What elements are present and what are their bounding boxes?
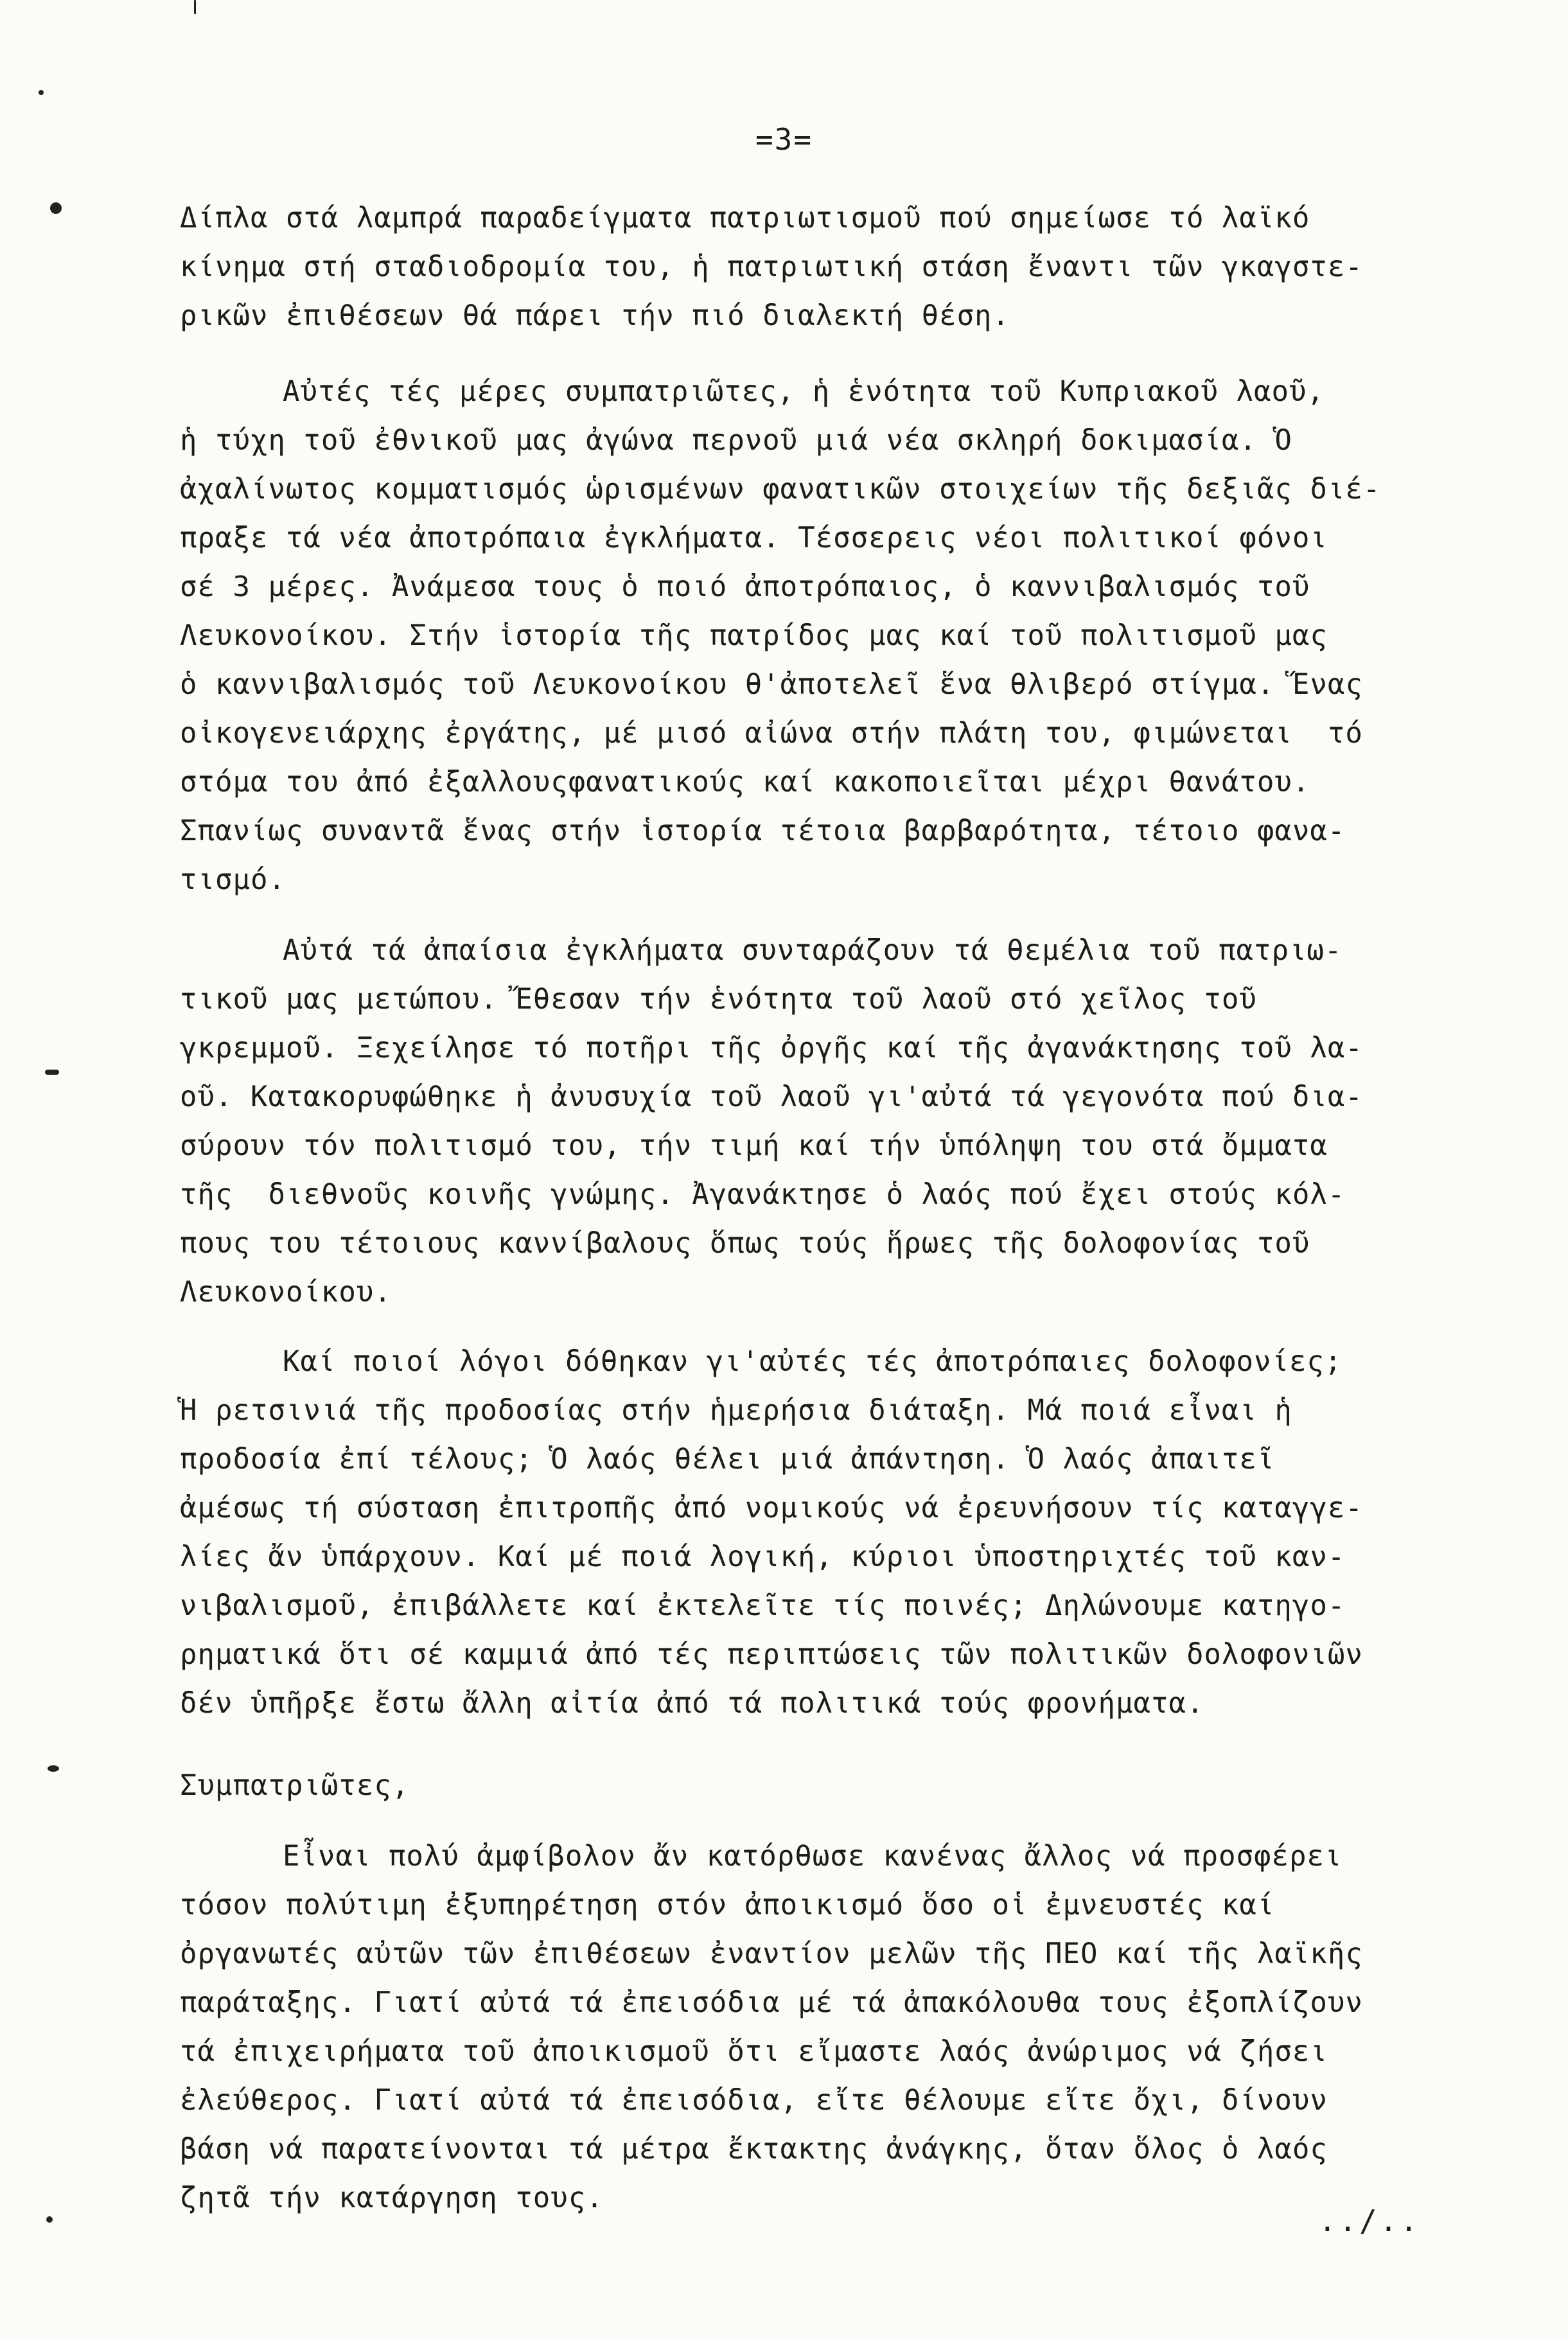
text-line: σέ 3 μέρες. Ἀνάμεσα τους ὁ ποιό ἀποτρόπαιος, ὁ καννιβαλισμός τοῦ [180, 570, 1310, 603]
text-line: τισμό. [180, 863, 286, 896]
scan-speck [46, 2216, 53, 2223]
text-line: προδοσία ἐπί τέλους; Ὁ λαός θέλει μιά ἀπάντηση. Ὁ λαός ἀπαιτεῖ [180, 1443, 1275, 1476]
text-line: ρικῶν ἐπιθέσεων θά πάρει τήν πιό διαλεκτή θέση. [180, 299, 1010, 332]
text-line: Αὐτά τά ἀπαίσια ἐγκλήματα συνταράζουν τά θεμέλια τοῦ πατριω- [283, 934, 1343, 967]
text-line: πους του τέτοιους καννίβαλους ὅπως τούς ἥρωες τῆς δολοφονίας τοῦ [180, 1227, 1310, 1260]
text-line: ἐλεύθερος. Γιατί αὐτά τά ἐπεισόδια, εἴτε θέλουμε εἴτε ὄχι, δίνουν [180, 2084, 1328, 2117]
text-line: Δίπλα στά λαμπρά παραδείγματα πατριωτισμοῦ πού σημείωσε τό λαϊκό [180, 202, 1310, 234]
text-line: ὀργανωτές αὐτῶν τῶν ἐπιθέσεων ἐναντίον μελῶν τῆς ΠΕΟ καί τῆς λαϊκῆς [180, 1937, 1363, 1970]
text-line: Εἶναι πολύ ἀμφίβολον ἄν κατόρθωσε κανένας ἄλλος νά προσφέρει [283, 1840, 1343, 1873]
scan-speck [39, 90, 44, 95]
text-line: ἀμέσως τή σύσταση ἐπιτροπῆς ἀπό νομικούς νά ἐρευνήσουν τίς καταγγε- [180, 1492, 1363, 1524]
text-line: βάση νά παρατείνονται τά μέτρα ἔκτακτης ἀνάγκης, ὅταν ὅλος ὁ λαός [180, 2133, 1328, 2166]
scan-speck [48, 1765, 59, 1772]
text-line: ἀχαλίνωτος κομματισμός ὡρισμένων φανατικῶν στοιχείων τῆς δεξιᾶς διέ- [180, 473, 1381, 506]
text-line: ρηματικά ὅτι σέ καμμιά ἀπό τές περιπτώσεις τῶν πολιτικῶν δολοφονιῶν [180, 1638, 1363, 1671]
text-line: Συμπατριῶτες, [180, 1769, 410, 1802]
text-line: λίες ἄν ὑπάρχουν. Καί μέ ποιά λογική, κύριοι ὑποστηριχτές τοῦ καν- [180, 1540, 1346, 1573]
text-line: Ἡ ρετσινιά τῆς προδοσίας στήν ἡμερήσια διάταξη. Μά ποιά εἶναι ἡ [180, 1394, 1292, 1427]
text-line: ζητᾶ τήν κατάργηση τους. [180, 2182, 604, 2214]
text-line: στόμα του ἀπό ἐξαλλουςφανατικούς καί κακοποιεῖται μέχρι θανάτου. [180, 766, 1310, 799]
text-line: τικοῦ μας μετώπου. Ἔθεσαν τήν ἑνότητα τοῦ λαοῦ στό χεῖλος τοῦ [180, 983, 1257, 1016]
text-line: τόσον πολύτιμη ἐξυπηρέτηση στόν ἀποικισμό ὅσο οἱ ἐμνευστές καί [180, 1889, 1275, 1921]
text-line: Λευκονοίκου. [180, 1276, 392, 1309]
text-line: κίνημα στή σταδιοδρομία του, ἡ πατριωτική στάση ἔναντι τῶν γκαγστε- [180, 251, 1363, 283]
scan-speck [194, 0, 196, 14]
continuation-mark: ../.. [1318, 2203, 1420, 2238]
text-line: γκρεμμοῦ. Ξεχείλησε τό ποτῆρι τῆς ὀργῆς καί τῆς ἀγανάκτησης τοῦ λα- [180, 1032, 1363, 1064]
text-line: σύρουν τόν πολιτισμό του, τήν τιμή καί τήν ὑπόληψη του στά ὄμματα [180, 1129, 1328, 1162]
text-line: Σπανίως συναντᾶ ἕνας στήν ἱστορία τέτοια βαρβαρότητα, τέτοιο φανα- [180, 815, 1346, 847]
text-line: τῆς διεθνοῦς κοινῆς γνώμης. Ἀγανάκτησε ὁ λαός πού ἔχει στούς κόλ- [180, 1178, 1346, 1211]
text-line: ἡ τύχη τοῦ ἐθνικοῦ μας ἀγώνα περνοῦ μιά νέα σκληρή δοκιμασία. Ὁ [180, 424, 1292, 457]
text-line: τά ἐπιχειρήματα τοῦ ἀποικισμοῦ ὅτι εἴμαστε λαός ἀνώριμος νά ζήσει [180, 2035, 1328, 2068]
scan-speck [50, 202, 62, 214]
text-line: Αὐτές τές μέρες συμπατριῶτες, ἡ ἑνότητα τοῦ Κυπριακοῦ λαοῦ, [283, 375, 1325, 408]
text-line: δέν ὑπῆρξε ἔστω ἄλλη αἰτία ἀπό τά πολιτικά τούς φρονήματα. [180, 1687, 1204, 1720]
scan-speck [45, 1070, 59, 1075]
text-line: ὁ καννιβαλισμός τοῦ Λευκονοίκου θ'ἀποτελεῖ ἕνα θλιβερό στίγμα. Ἕνας [180, 668, 1363, 701]
page-number: =3= [755, 122, 813, 157]
text-line: Καί ποιοί λόγοι δόθηκαν γι'αὐτές τές ἀποτρόπαιες δολοφονίες; [283, 1345, 1343, 1378]
text-line: παράταξης. Γιατί αὐτά τά ἐπεισόδια μέ τά ἀπακόλουθα τους ἐξοπλίζουν [180, 1986, 1363, 2019]
text-line: οῦ. Κατακορυφώθηκε ἡ ἀνυσυχία τοῦ λαοῦ γι'αὐτά τά γεγονότα πού δια- [180, 1081, 1363, 1113]
text-line: οἰκογενειάρχης ἐργάτης, μέ μισό αἰώνα στήν πλάτη του, φιμώνεται τό [180, 717, 1363, 750]
text-line: νιβαλισμοῦ, ἐπιβάλλετε καί ἐκτελεῖτε τίς ποινές; Δηλώνουμε κατηγο- [180, 1589, 1346, 1622]
text-line: Λευκονοίκου. Στήν ἱστορία τῆς πατρίδος μας καί τοῦ πολιτισμοῦ μας [180, 619, 1328, 652]
text-line: πραξε τά νέα ἀποτρόπαια ἐγκλήματα. Τέσσερεις νέοι πολιτικοί φόνοι [180, 522, 1328, 554]
